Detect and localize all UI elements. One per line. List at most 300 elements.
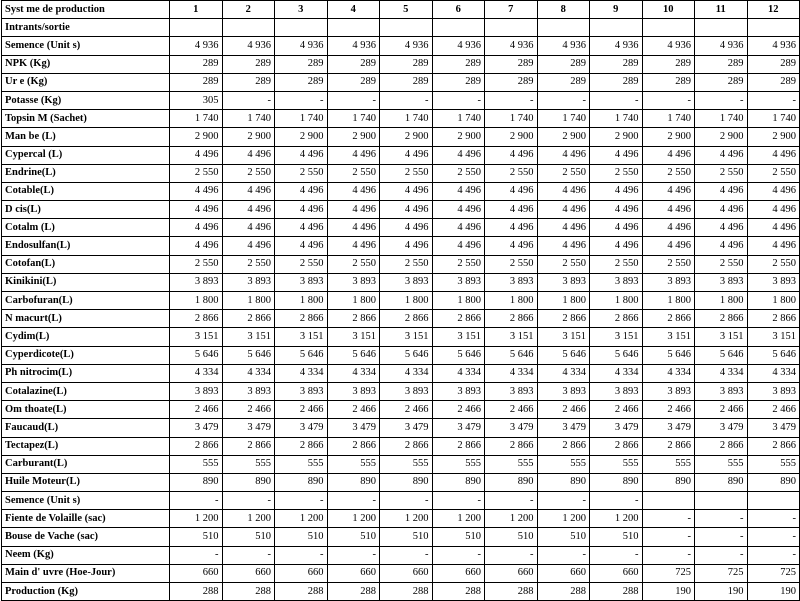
table-cell: 4 334: [537, 364, 590, 382]
table-cell: 890: [327, 473, 380, 491]
table-cell: 1 200: [275, 510, 328, 528]
table-cell: 2 900: [590, 128, 643, 146]
table-cell: 3 479: [275, 419, 328, 437]
column-header: 3: [275, 1, 328, 19]
table-cell: 2 866: [327, 310, 380, 328]
table-cell: 2 866: [170, 310, 223, 328]
table-cell: 3 893: [380, 382, 433, 400]
table-cell: 4 334: [170, 364, 223, 382]
table-cell: 4 496: [275, 182, 328, 200]
table-cell: 2 866: [380, 437, 433, 455]
table-cell: 1 740: [222, 110, 275, 128]
table-cell: 289: [642, 73, 695, 91]
table-cell: 3 893: [275, 382, 328, 400]
table-cell: 2 550: [695, 164, 748, 182]
table-cell: 2 550: [380, 255, 433, 273]
table-cell: 1 740: [590, 110, 643, 128]
table-cell: 660: [380, 564, 433, 582]
table-cell: 2 466: [222, 401, 275, 419]
table-cell: 1 740: [537, 110, 590, 128]
table-cell: 3 893: [590, 382, 643, 400]
table-cell: 4 496: [695, 182, 748, 200]
table-cell: 2 900: [485, 128, 538, 146]
table-cell: 3 893: [537, 382, 590, 400]
table-cell: 2 550: [222, 164, 275, 182]
table-cell: 2 550: [485, 255, 538, 273]
table-cell: 1 800: [642, 292, 695, 310]
table-cell: 289: [590, 73, 643, 91]
table-cell: 3 893: [695, 273, 748, 291]
column-header: 1: [170, 1, 223, 19]
table-cell: [380, 19, 433, 37]
table-cell: 4 334: [380, 364, 433, 382]
table-cell: 4 496: [327, 201, 380, 219]
table-cell: 510: [485, 528, 538, 546]
table-cell: 2 866: [432, 310, 485, 328]
table-cell: [485, 19, 538, 37]
table-cell: 660: [275, 564, 328, 582]
table-cell: 3 479: [380, 419, 433, 437]
table-cell: 4 496: [380, 219, 433, 237]
table-cell: 1 800: [432, 292, 485, 310]
table-cell: 4 496: [327, 146, 380, 164]
table-cell: 510: [222, 528, 275, 546]
column-header: 10: [642, 1, 695, 19]
table-cell: 3 151: [590, 328, 643, 346]
table-cell: 2 866: [275, 437, 328, 455]
table-cell: 4 496: [747, 219, 800, 237]
table-cell: 510: [170, 528, 223, 546]
table-row: [2, 201, 800, 219]
table-cell: 288: [275, 583, 328, 601]
table-row: [2, 473, 800, 491]
table-cell: 4 496: [485, 237, 538, 255]
table-cell: 4 496: [590, 146, 643, 164]
row-label: N macurt(L): [2, 310, 170, 328]
table-cell: -: [590, 91, 643, 109]
table-cell: 660: [170, 564, 223, 582]
table-cell: 4 496: [537, 146, 590, 164]
row-label: Cydim(L): [2, 328, 170, 346]
table-cell: 660: [432, 564, 485, 582]
table-cell: 2 550: [747, 255, 800, 273]
table-cell: -: [275, 546, 328, 564]
table-row: [2, 364, 800, 382]
row-label: Main d' uvre (Hoe-Jour): [2, 564, 170, 582]
table-cell: 4 496: [485, 219, 538, 237]
table-cell: 1 740: [747, 110, 800, 128]
row-label: Tectapez(L): [2, 437, 170, 455]
table-cell: 510: [275, 528, 328, 546]
table-cell: 2 466: [170, 401, 223, 419]
table-row: [2, 219, 800, 237]
table-cell: 288: [380, 583, 433, 601]
row-label: Ur e (Kg): [2, 73, 170, 91]
table-cell: 890: [485, 473, 538, 491]
table-cell: 890: [380, 473, 433, 491]
table-cell: 2 866: [380, 310, 433, 328]
table-row: [2, 492, 800, 510]
table-row: [2, 328, 800, 346]
table-cell: 289: [747, 55, 800, 73]
table-cell: 3 479: [327, 419, 380, 437]
table-cell: 4 936: [695, 37, 748, 55]
table-cell: 2 866: [537, 437, 590, 455]
table-cell: 2 550: [642, 164, 695, 182]
table-cell: -: [432, 546, 485, 564]
table-cell: 4 496: [222, 219, 275, 237]
table-cell: 4 496: [222, 182, 275, 200]
table-cell: 2 866: [642, 310, 695, 328]
table-cell: 3 479: [432, 419, 485, 437]
table-cell: 555: [380, 455, 433, 473]
table-cell: 2 866: [275, 310, 328, 328]
table-cell: 4 496: [222, 201, 275, 219]
table-row: [2, 564, 800, 582]
table-cell: 2 866: [747, 310, 800, 328]
table-cell: 4 936: [642, 37, 695, 55]
table-cell: 555: [222, 455, 275, 473]
table-cell: -: [485, 492, 538, 510]
table-cell: 2 466: [485, 401, 538, 419]
table-cell: 555: [747, 455, 800, 473]
table-cell: -: [695, 510, 748, 528]
table-cell: 660: [590, 564, 643, 582]
table-cell: 890: [170, 473, 223, 491]
table-cell: 2 466: [327, 401, 380, 419]
table-cell: 5 646: [537, 346, 590, 364]
table-cell: 725: [747, 564, 800, 582]
table-cell: 1 800: [695, 292, 748, 310]
table-cell: 4 496: [485, 201, 538, 219]
table-cell: -: [485, 546, 538, 564]
column-header: 7: [485, 1, 538, 19]
table-body: [2, 19, 800, 601]
table-cell: 4 496: [695, 219, 748, 237]
table-cell: 190: [642, 583, 695, 601]
table-cell: 5 646: [747, 346, 800, 364]
table-cell: 2 550: [747, 164, 800, 182]
row-label: Carbofuran(L): [2, 292, 170, 310]
table-cell: 4 496: [275, 201, 328, 219]
table-cell: 4 496: [590, 219, 643, 237]
table-cell: 1 200: [170, 510, 223, 528]
table-cell: 1 740: [432, 110, 485, 128]
table-row: [2, 73, 800, 91]
table-cell: 4 496: [590, 182, 643, 200]
table-row: [2, 19, 800, 37]
table-cell: 4 496: [170, 146, 223, 164]
table-cell: 3 151: [380, 328, 433, 346]
table-cell: 4 496: [275, 146, 328, 164]
table-cell: [327, 19, 380, 37]
table-cell: 289: [747, 73, 800, 91]
table-cell: 4 334: [747, 364, 800, 382]
table-cell: [642, 19, 695, 37]
row-label: Cypercal (L): [2, 146, 170, 164]
table-cell: 2 550: [590, 255, 643, 273]
table-row: [2, 292, 800, 310]
table-cell: 3 151: [642, 328, 695, 346]
table-cell: 2 550: [380, 164, 433, 182]
table-cell: [695, 492, 748, 510]
table-cell: 1 740: [642, 110, 695, 128]
table-cell: -: [327, 546, 380, 564]
table-cell: 510: [327, 528, 380, 546]
table-cell: 2 550: [275, 164, 328, 182]
table-cell: 1 800: [537, 292, 590, 310]
table-cell: 4 936: [590, 37, 643, 55]
table-cell: 2 466: [537, 401, 590, 419]
table-cell: 3 893: [485, 382, 538, 400]
table-cell: 2 866: [695, 310, 748, 328]
table-cell: [642, 492, 695, 510]
table-cell: 4 496: [485, 182, 538, 200]
table-cell: 2 550: [695, 255, 748, 273]
table-cell: 289: [275, 55, 328, 73]
table-cell: 3 151: [695, 328, 748, 346]
table-cell: 890: [275, 473, 328, 491]
table-cell: 660: [537, 564, 590, 582]
table-cell: -: [222, 91, 275, 109]
table-cell: [590, 19, 643, 37]
table-cell: 5 646: [380, 346, 433, 364]
table-cell: 4 496: [327, 237, 380, 255]
table-cell: 1 740: [695, 110, 748, 128]
table-cell: 4 496: [642, 146, 695, 164]
table-cell: 4 496: [695, 237, 748, 255]
table-cell: 4 334: [695, 364, 748, 382]
table-cell: 4 496: [537, 237, 590, 255]
table-cell: 289: [380, 73, 433, 91]
table-cell: 2 900: [222, 128, 275, 146]
table-cell: 4 496: [170, 237, 223, 255]
table-cell: 5 646: [485, 346, 538, 364]
row-label: Production (Kg): [2, 583, 170, 601]
table-cell: [275, 19, 328, 37]
row-label: Cyperdicote(L): [2, 346, 170, 364]
table-cell: -: [485, 91, 538, 109]
table-cell: -: [432, 492, 485, 510]
table-cell: 4 496: [380, 146, 433, 164]
table-cell: 305: [170, 91, 223, 109]
table-cell: 2 550: [222, 255, 275, 273]
table-cell: 555: [590, 455, 643, 473]
column-header: 2: [222, 1, 275, 19]
table-cell: 1 740: [380, 110, 433, 128]
row-label: Kinikini(L): [2, 273, 170, 291]
table-row: [2, 164, 800, 182]
table-cell: 4 334: [275, 364, 328, 382]
table-cell: 555: [170, 455, 223, 473]
table-cell: -: [537, 492, 590, 510]
table-cell: 4 936: [275, 37, 328, 55]
table-cell: 3 479: [170, 419, 223, 437]
table-cell: 4 496: [537, 201, 590, 219]
table-cell: 5 646: [275, 346, 328, 364]
table-cell: -: [380, 492, 433, 510]
table-cell: 4 496: [222, 237, 275, 255]
table-cell: 1 740: [485, 110, 538, 128]
table-cell: 1 800: [222, 292, 275, 310]
table-cell: [432, 19, 485, 37]
table-cell: 555: [432, 455, 485, 473]
column-header: 12: [747, 1, 800, 19]
table-cell: -: [432, 91, 485, 109]
table-cell: 288: [222, 583, 275, 601]
table-cell: 2 550: [432, 164, 485, 182]
table-cell: 555: [485, 455, 538, 473]
table-cell: [747, 492, 800, 510]
table-row: [2, 419, 800, 437]
table-cell: -: [695, 91, 748, 109]
table-cell: 4 496: [485, 146, 538, 164]
table-cell: 289: [485, 55, 538, 73]
table-cell: 2 550: [485, 164, 538, 182]
table-cell: 4 496: [380, 201, 433, 219]
table-row: [2, 382, 800, 400]
row-label: NPK (Kg): [2, 55, 170, 73]
table-cell: 4 496: [747, 146, 800, 164]
table-cell: 2 900: [432, 128, 485, 146]
table-cell: 2 900: [695, 128, 748, 146]
table-cell: 1 200: [432, 510, 485, 528]
table-cell: 4 496: [537, 182, 590, 200]
table-row: [2, 37, 800, 55]
table-cell: 4 496: [432, 146, 485, 164]
table-cell: 555: [642, 455, 695, 473]
row-label: Endosulfan(L): [2, 237, 170, 255]
table-cell: 3 893: [642, 273, 695, 291]
table-cell: -: [380, 546, 433, 564]
table-cell: 4 334: [432, 364, 485, 382]
table-cell: -: [747, 528, 800, 546]
table-cell: -: [642, 91, 695, 109]
table-cell: -: [747, 91, 800, 109]
column-header: 5: [380, 1, 433, 19]
table-cell: 3 151: [327, 328, 380, 346]
table-cell: 289: [432, 73, 485, 91]
table-cell: 4 936: [222, 37, 275, 55]
table-cell: 289: [170, 73, 223, 91]
table-cell: -: [275, 91, 328, 109]
table-cell: 2 866: [222, 310, 275, 328]
table-cell: 4 496: [747, 237, 800, 255]
table-cell: 2 866: [485, 437, 538, 455]
table-cell: 510: [380, 528, 433, 546]
table-cell: 289: [222, 73, 275, 91]
table-cell: 4 496: [380, 237, 433, 255]
table-cell: 4 496: [590, 237, 643, 255]
table-cell: 2 550: [275, 255, 328, 273]
table-cell: 3 893: [327, 382, 380, 400]
table-cell: 3 893: [275, 273, 328, 291]
table-cell: 1 800: [275, 292, 328, 310]
table-cell: 2 866: [590, 437, 643, 455]
table-cell: 2 866: [590, 310, 643, 328]
table-cell: 890: [222, 473, 275, 491]
table-cell: 288: [590, 583, 643, 601]
table-header-row: [2, 1, 800, 19]
row-label: Bouse de Vache (sac): [2, 528, 170, 546]
column-header: 4: [327, 1, 380, 19]
table-cell: 4 496: [747, 201, 800, 219]
row-label: Potasse (Kg): [2, 91, 170, 109]
table-cell: 3 151: [170, 328, 223, 346]
table-cell: -: [642, 528, 695, 546]
table-cell: 5 646: [590, 346, 643, 364]
table-cell: 4 936: [537, 37, 590, 55]
table-row: [2, 237, 800, 255]
table-cell: [170, 19, 223, 37]
table-row: [2, 583, 800, 601]
table-cell: 4 334: [222, 364, 275, 382]
row-label: Ph nitrocim(L): [2, 364, 170, 382]
table-cell: -: [380, 91, 433, 109]
table-cell: 4 496: [432, 182, 485, 200]
table-cell: 288: [537, 583, 590, 601]
table-cell: 4 496: [642, 237, 695, 255]
table-cell: 2 550: [537, 255, 590, 273]
table-cell: 1 200: [380, 510, 433, 528]
row-label: Om thoate(L): [2, 401, 170, 419]
row-label: Topsin M (Sachet): [2, 110, 170, 128]
table-cell: [695, 19, 748, 37]
table-cell: 555: [537, 455, 590, 473]
table-cell: -: [222, 546, 275, 564]
table-cell: 1 200: [590, 510, 643, 528]
table-cell: 3 151: [222, 328, 275, 346]
table-cell: 555: [695, 455, 748, 473]
table-cell: 190: [695, 583, 748, 601]
table-cell: 2 866: [642, 437, 695, 455]
table-cell: 4 334: [642, 364, 695, 382]
table-cell: 725: [642, 564, 695, 582]
table-row: [2, 55, 800, 73]
table-cell: -: [170, 546, 223, 564]
table-cell: 3 893: [222, 382, 275, 400]
table-cell: 3 479: [485, 419, 538, 437]
production-system-table: [1, 0, 800, 601]
table-cell: 3 479: [590, 419, 643, 437]
row-label: Intrants/sortie: [2, 19, 170, 37]
table-cell: 2 550: [432, 255, 485, 273]
row-label: Endrine(L): [2, 164, 170, 182]
table-cell: 890: [695, 473, 748, 491]
table-cell: -: [642, 546, 695, 564]
table-cell: 2 466: [642, 401, 695, 419]
table-cell: 1 200: [485, 510, 538, 528]
table-cell: 289: [642, 55, 695, 73]
table-cell: 2 466: [747, 401, 800, 419]
table-cell: 289: [695, 55, 748, 73]
table-cell: 4 334: [590, 364, 643, 382]
table-cell: 4 496: [222, 146, 275, 164]
table-cell: 288: [170, 583, 223, 601]
table-cell: 3 893: [485, 273, 538, 291]
table-cell: 3 893: [747, 382, 800, 400]
table-cell: 2 900: [275, 128, 328, 146]
header-label: Syst me de production: [2, 1, 170, 19]
table-cell: 4 496: [695, 201, 748, 219]
table-cell: 3 151: [537, 328, 590, 346]
row-label: Carburant(L): [2, 455, 170, 473]
table-cell: 890: [642, 473, 695, 491]
table-cell: 4 496: [170, 219, 223, 237]
table-cell: 4 496: [432, 237, 485, 255]
table-cell: 2 466: [695, 401, 748, 419]
table-cell: 289: [537, 73, 590, 91]
